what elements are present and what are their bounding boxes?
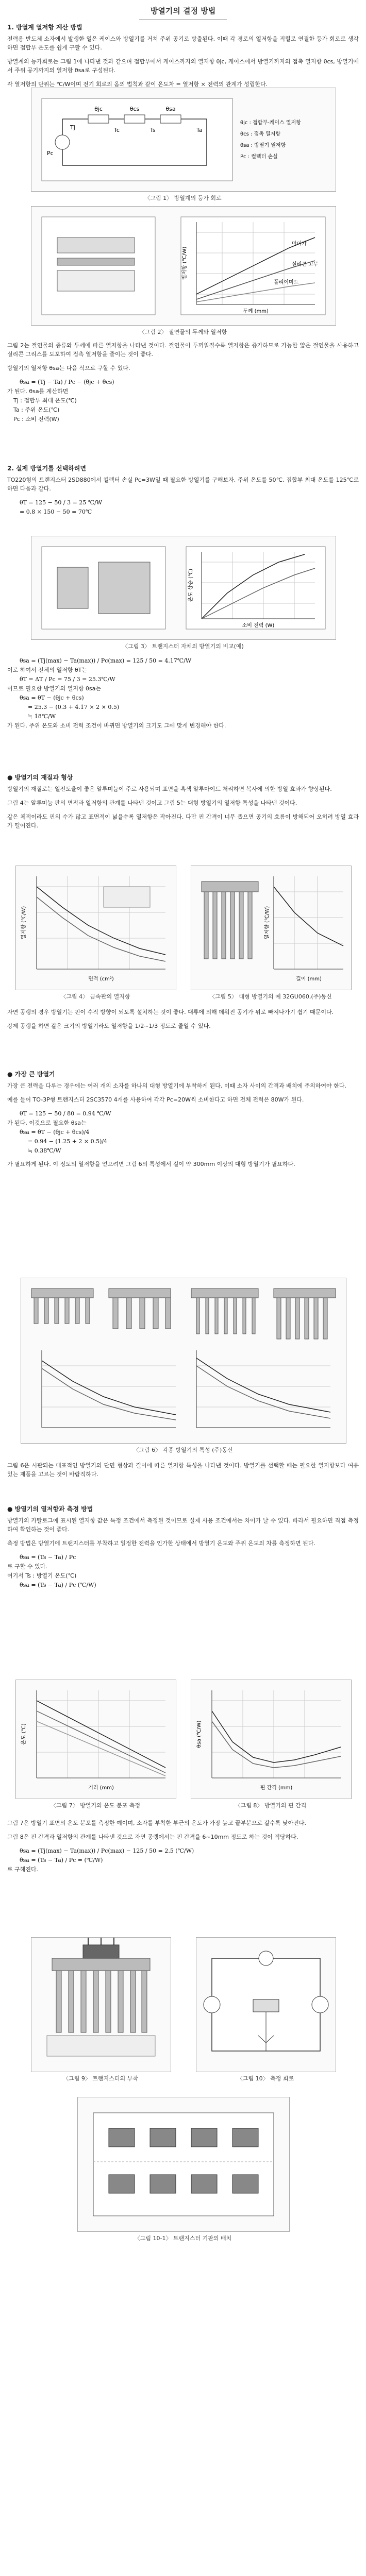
- formula: θT = ΔT / Pc = 75 / 3 = 25.3℃/W: [20, 676, 115, 683]
- x-axis-label: 거리 (mm): [88, 1785, 114, 1791]
- section-body: [7, 1461, 359, 1479]
- formula: = 25.3 − (0.3 + 4.17 × 2 × 0.5): [28, 704, 120, 710]
- circuit-diagram: [31, 88, 336, 191]
- label-theta-cs: θcs: [129, 106, 140, 112]
- paragraph: 가 된다. 주위 온도와 소비 전력 조건이 바뀌면 방열기의 크기도 그에 맞게 변경해야 한다.: [7, 722, 226, 729]
- section-body: [7, 1819, 359, 1841]
- paragraph: 방열계의 등가회로는 그림 1에 나타낸 것과 같으며 접합부에서 케이스까지의 열저항 θjc, 케이스에서 방열기까지의 접촉 열저항 θcs, 방열기에서 주위 공기까지의 열저항 θsa로 구성된다.: [7, 58, 359, 74]
- legend-item: Pc : 컬렉터 손실: [240, 154, 278, 160]
- figure-2-caption: 〈그림 2〉 절연물의 두께와 열저항: [139, 329, 227, 335]
- paragraph: TO220형의 트랜지스터 2SD880에서 컬렉터 손실 Pc=3W일 때 필요한 방열기를 구해보자. 주위 온도를 50℃, 접합부 최대 온도를 125℃로 하면 다음과 같다.: [7, 477, 359, 492]
- figure-1-equivalent-circuit: [31, 88, 336, 192]
- legend-item: θjc : 접합부-케이스 열저항: [240, 120, 301, 126]
- x-axis-label: 소비 전력 (W): [242, 623, 275, 629]
- y-axis-label: 열저항 (℃/W): [264, 906, 270, 940]
- paragraph: 방열기의 카탈로그에 표시된 열저항 값은 특정 조건에서 측정된 것이므로 실제 사용 조건에서는 차이가 날 수 있다. 따라서 필요하면 직접 측정하여 확인하는 것이 좋다.: [7, 1517, 359, 1533]
- section-body: [7, 1160, 359, 1168]
- legend-item: θcs : 접촉 열저항: [240, 131, 281, 137]
- formula: ≒ 18℃/W: [28, 713, 56, 720]
- formula: θsa = θT − (θjc + θcs): [20, 694, 84, 701]
- y-axis-label: 열저항 (℃/W): [21, 906, 27, 940]
- figure-3-heatsink-comparison: [31, 536, 336, 640]
- note: 로 구해진다.: [7, 1866, 39, 1873]
- section-heading: ● 방열기의 재질과 형상: [7, 774, 73, 781]
- section-body: [7, 341, 359, 372]
- series-label: 폴리이미드: [274, 280, 299, 285]
- document-title: 방열기의 결정 방법: [0, 4, 366, 20]
- figure-10-1-caption: 〈그림 10-1〉 트랜지스터 기판의 배치: [134, 2235, 232, 2242]
- diagram-graphic: [31, 1938, 171, 2072]
- section-heading: 2. 실제 방열기를 선택하려면: [7, 465, 86, 472]
- figure-6-heatsink-characteristics: [21, 1278, 346, 1444]
- note: 여기서 Ts : 방열기 온도(℃): [7, 1572, 77, 1579]
- figure-4-caption: 〈그림 4〉 금속판의 열저항: [60, 993, 130, 1000]
- paragraph: 각 열저항의 단위는 ℃/W이며 전기 회로의 옴의 법칙과 같이 온도차 = 열저항 × 전력의 관계가 성립한다.: [7, 81, 268, 88]
- legend-item: θsa : 방열기 열저항: [240, 143, 286, 148]
- paragraph: 같은 체적이라도 핀의 수가 많고 표면적이 넓을수록 열저항은 작아진다. 다만 핀 간격이 너무 좁으면 공기의 흐름이 방해되어 오히려 방열 효과가 떨어진다.: [7, 814, 359, 829]
- formula: θsa = (Tj − Ta) / Pc − (θjc + θcs): [20, 379, 114, 385]
- series-label: 실리콘 고무: [292, 262, 319, 267]
- figure-1-caption: 〈그림 1〉 방열계의 등가 회로: [144, 195, 222, 201]
- note: 가 된다. 이것으로 필요한 θsa는: [7, 1120, 87, 1126]
- note: Tj : 접합부 최대 온도(℃): [13, 397, 77, 404]
- diagram-graphic: [78, 2097, 289, 2231]
- formula: θsa = θT − (θjc + θcs)/4: [20, 1129, 90, 1136]
- paragraph: 가 필요하게 된다. 이 정도의 열저항을 얻으려면 그림 6의 특성에서 길이 약 300mm 이상의 대형 방열기가 필요하다.: [7, 1161, 295, 1167]
- paragraph: 그림 7은 방열기 표면의 온도 분포를 측정한 예이며, 소자를 부착한 부근의 온도가 가장 높고 끝부분으로 갈수록 낮아진다.: [7, 1820, 306, 1826]
- paragraph: 측정 방법은 방열기에 트랜지스터를 부착하고 일정한 전력을 인가한 상태에서 방열기 온도와 주위 온도의 차를 측정하면 된다.: [7, 1540, 315, 1547]
- section-heading: ● 방열기의 열저항과 측정 방법: [7, 1505, 93, 1513]
- circuit-diagram: [196, 1938, 336, 2072]
- section-2b: [7, 656, 359, 731]
- figure-9-transistor-mounting: [31, 1937, 171, 2072]
- x-axis-label: 면적 (cm²): [88, 976, 114, 982]
- label-theta-jc: θjc: [94, 106, 103, 112]
- section-heading: ● 가장 큰 방열기: [7, 1071, 55, 1078]
- note: Pc : 소비 전력(W): [13, 416, 59, 422]
- chart-graphic: [191, 866, 351, 990]
- paragraph: 전력용 반도체 소자에서 발생한 열은 케이스와 방열기를 거쳐 주위 공기로 방출된다. 이때 각 경로의 열저항을 직렬로 연결한 등가 회로로 생각하면 접합부 온도를 쉽게 구할 수 있다.: [7, 36, 359, 51]
- formula: θsa = (Tj(max) − Ta(max)) / Pc(max) = 125 / 50 = 4.17℃/W: [20, 657, 192, 664]
- paragraph: 가장 큰 전력을 다루는 경우에는 여러 개의 소자를 하나의 대형 방열기에 부착하게 된다. 이때 소자 사이의 간격과 배치에 주의하여야 한다.: [7, 1082, 346, 1089]
- label-pc: Pc: [47, 150, 54, 157]
- formula: = 0.8 × 150 − 50 = 70℃: [20, 509, 92, 515]
- figure-10-1-board-layout: [77, 2097, 290, 2232]
- section-1: [7, 23, 359, 94]
- figure-5-caption: 〈그림 5〉 대형 방열기의 예 32GU060,(주)동신: [209, 993, 332, 1000]
- section-body: [7, 1081, 359, 1104]
- figure-4-metal-plate: [15, 866, 176, 990]
- y-axis-label: 온도 상승 (℃): [188, 568, 194, 602]
- figure-6-caption: 〈그림 6〉 각종 방열기의 특성 (주)동신: [133, 1447, 233, 1453]
- y-axis-label: θsa (℃/W): [196, 1720, 202, 1748]
- note: Ta : 주위 온도(℃): [13, 406, 60, 413]
- label-ts: Ts: [150, 127, 156, 133]
- chart-graphic: [31, 207, 336, 325]
- figure-9-caption: 〈그림 9〉 트랜지스터의 부착: [63, 2075, 138, 2082]
- section-4: [7, 1008, 359, 1036]
- figure-5-large-heatsink: [191, 866, 352, 990]
- figure-7-caption: 〈그림 7〉 방열기의 온도 분포 측정: [51, 1802, 140, 1809]
- formula: ≒ 0.38℃/W: [28, 1147, 61, 1154]
- paragraph: 예를 들어 TO-3P형 트랜지스터 2SC3570 4개를 사용하여 각각 Pc=20W씩 소비한다고 하면 전체 전력은 80W가 된다.: [7, 1096, 304, 1103]
- figure-10-measurement-circuit: [196, 1937, 336, 2072]
- section-body: [7, 785, 359, 830]
- x-axis-label: 두께 (mm): [243, 309, 269, 314]
- paragraph: 그림 4는 알루미늄 판의 면적과 열저항의 관계를 나타낸 것이고 그림 5는 대형 방열기의 열저항 특성을 나타낸 것이다.: [7, 800, 297, 806]
- x-axis-label: 길이 (mm): [296, 976, 322, 982]
- section-1b: [7, 341, 359, 424]
- paragraph: 자연 공랭의 경우 방열기는 핀이 수직 방향이 되도록 설치하는 것이 좋다. 대류에 의해 데워진 공기가 위로 빠져나가기 쉽기 때문이다.: [7, 1009, 334, 1015]
- section-heading: 1. 방열계 열저항 계산 방법: [7, 24, 82, 31]
- label-tc: Tc: [114, 127, 120, 133]
- series-label: 마이카: [292, 241, 307, 247]
- y-axis-label: 열저항 (℃/W): [182, 246, 188, 280]
- section-body: [7, 35, 359, 89]
- paragraph: 이로 하여서 전체의 열저항 θT는: [7, 667, 87, 673]
- section-8: [7, 1819, 359, 1874]
- paragraph: 그림 6은 시판되는 대표적인 방열기의 단면 형상과 길이에 따른 열저항 특성을 나타낸 것이다. 방열기를 선택할 때는 필요한 열저항보다 여유 있는 제품을 고르는 것이 바람직하다.: [7, 1462, 359, 1478]
- label-ta: Ta: [196, 127, 203, 133]
- formula: θT = 125 − 50 / 80 = 0.94 ℃/W: [20, 1110, 111, 1117]
- label-theta-sa: θsa: [165, 106, 176, 112]
- section-body: [7, 1008, 359, 1030]
- section-6: [7, 1461, 359, 1484]
- chart-graphic: [191, 1680, 351, 1799]
- figure-8-fin-spacing: [191, 1680, 352, 1799]
- formula: θsa = (Ts − Ta) / Pc (℃/W): [20, 1582, 96, 1588]
- y-axis-label: 온도 (℃): [21, 1723, 27, 1745]
- chart-graphic: [31, 536, 336, 639]
- note: 가 된다. θsa를 계산하면: [7, 388, 69, 395]
- paragraph: 방열기의 재질로는 열전도율이 좋은 알루미늄이 주로 사용되며 표면을 흑색 알루마이트 처리하면 복사에 의한 방열 효과가 향상된다.: [7, 786, 332, 792]
- section-2: [7, 464, 359, 517]
- paragraph: 그림 8은 핀 간격과 열저항의 관계를 나타낸 것으로 자연 공랭에서는 핀 간격을 6~10mm 정도로 하는 것이 적당하다.: [7, 1834, 298, 1840]
- chart-graphic: [21, 1278, 346, 1443]
- paragraph: 강제 공랭을 하면 같은 크기의 방열기라도 열저항을 1/2~1/3 정도로 줄일 수 있다.: [7, 1023, 211, 1029]
- section-5: [7, 1070, 359, 1174]
- figure-3-caption: 〈그림 3〉 트랜지스터 자체의 방열기의 비교(예): [122, 643, 244, 650]
- chart-graphic: [16, 1680, 176, 1799]
- section-7: [7, 1504, 359, 1590]
- formula: θsa = (Tj(max) − Ta(max)) / Pc(max) − 125 / 50 = 2.5 (℃/W): [20, 1848, 194, 1854]
- section-body: [7, 1516, 359, 1548]
- note: 로 구할 수 있다.: [7, 1563, 47, 1570]
- section-body: [7, 476, 359, 493]
- figure-2-insulator-thickness: [31, 206, 336, 326]
- paragraph: 그림 2는 절연물의 종류와 두께에 따른 열저항을 나타낸 것이다. 절연물이 두꺼워질수록 열저항은 증가하므로 가능한 얇은 절연물을 사용하고 실리콘 그리스를 도포하여 접촉 열저항을 줄이는 것이 좋다.: [7, 342, 359, 358]
- chart-graphic: [16, 866, 176, 990]
- formula: = 0.94 − (1.25 + 2 × 0.5)/4: [28, 1138, 108, 1145]
- x-axis-label: 핀 간격 (mm): [260, 1785, 293, 1791]
- section-3: [7, 773, 359, 835]
- figure-7-temperature-distribution: [15, 1680, 176, 1799]
- paragraph: 방열기의 열저항 θsa는 다음 식으로 구할 수 있다.: [7, 365, 130, 371]
- formula: θT = 125 − 50 / 3 = 25 ℃/W: [20, 499, 103, 506]
- formula: θsa = (Ts − Ta) / Pc: [20, 1554, 76, 1561]
- paragraph: 이므로 필요한 방열기의 열저항 θsa는: [7, 685, 101, 692]
- formula: θsa = (Ts − Ta) / Pc = (℃/W): [20, 1857, 103, 1863]
- figure-10-caption: 〈그림 10〉 측정 회로: [237, 2075, 294, 2082]
- figure-8-caption: 〈그림 8〉 방열기의 핀 간격: [235, 1802, 307, 1809]
- label-tj: Tj: [70, 124, 75, 131]
